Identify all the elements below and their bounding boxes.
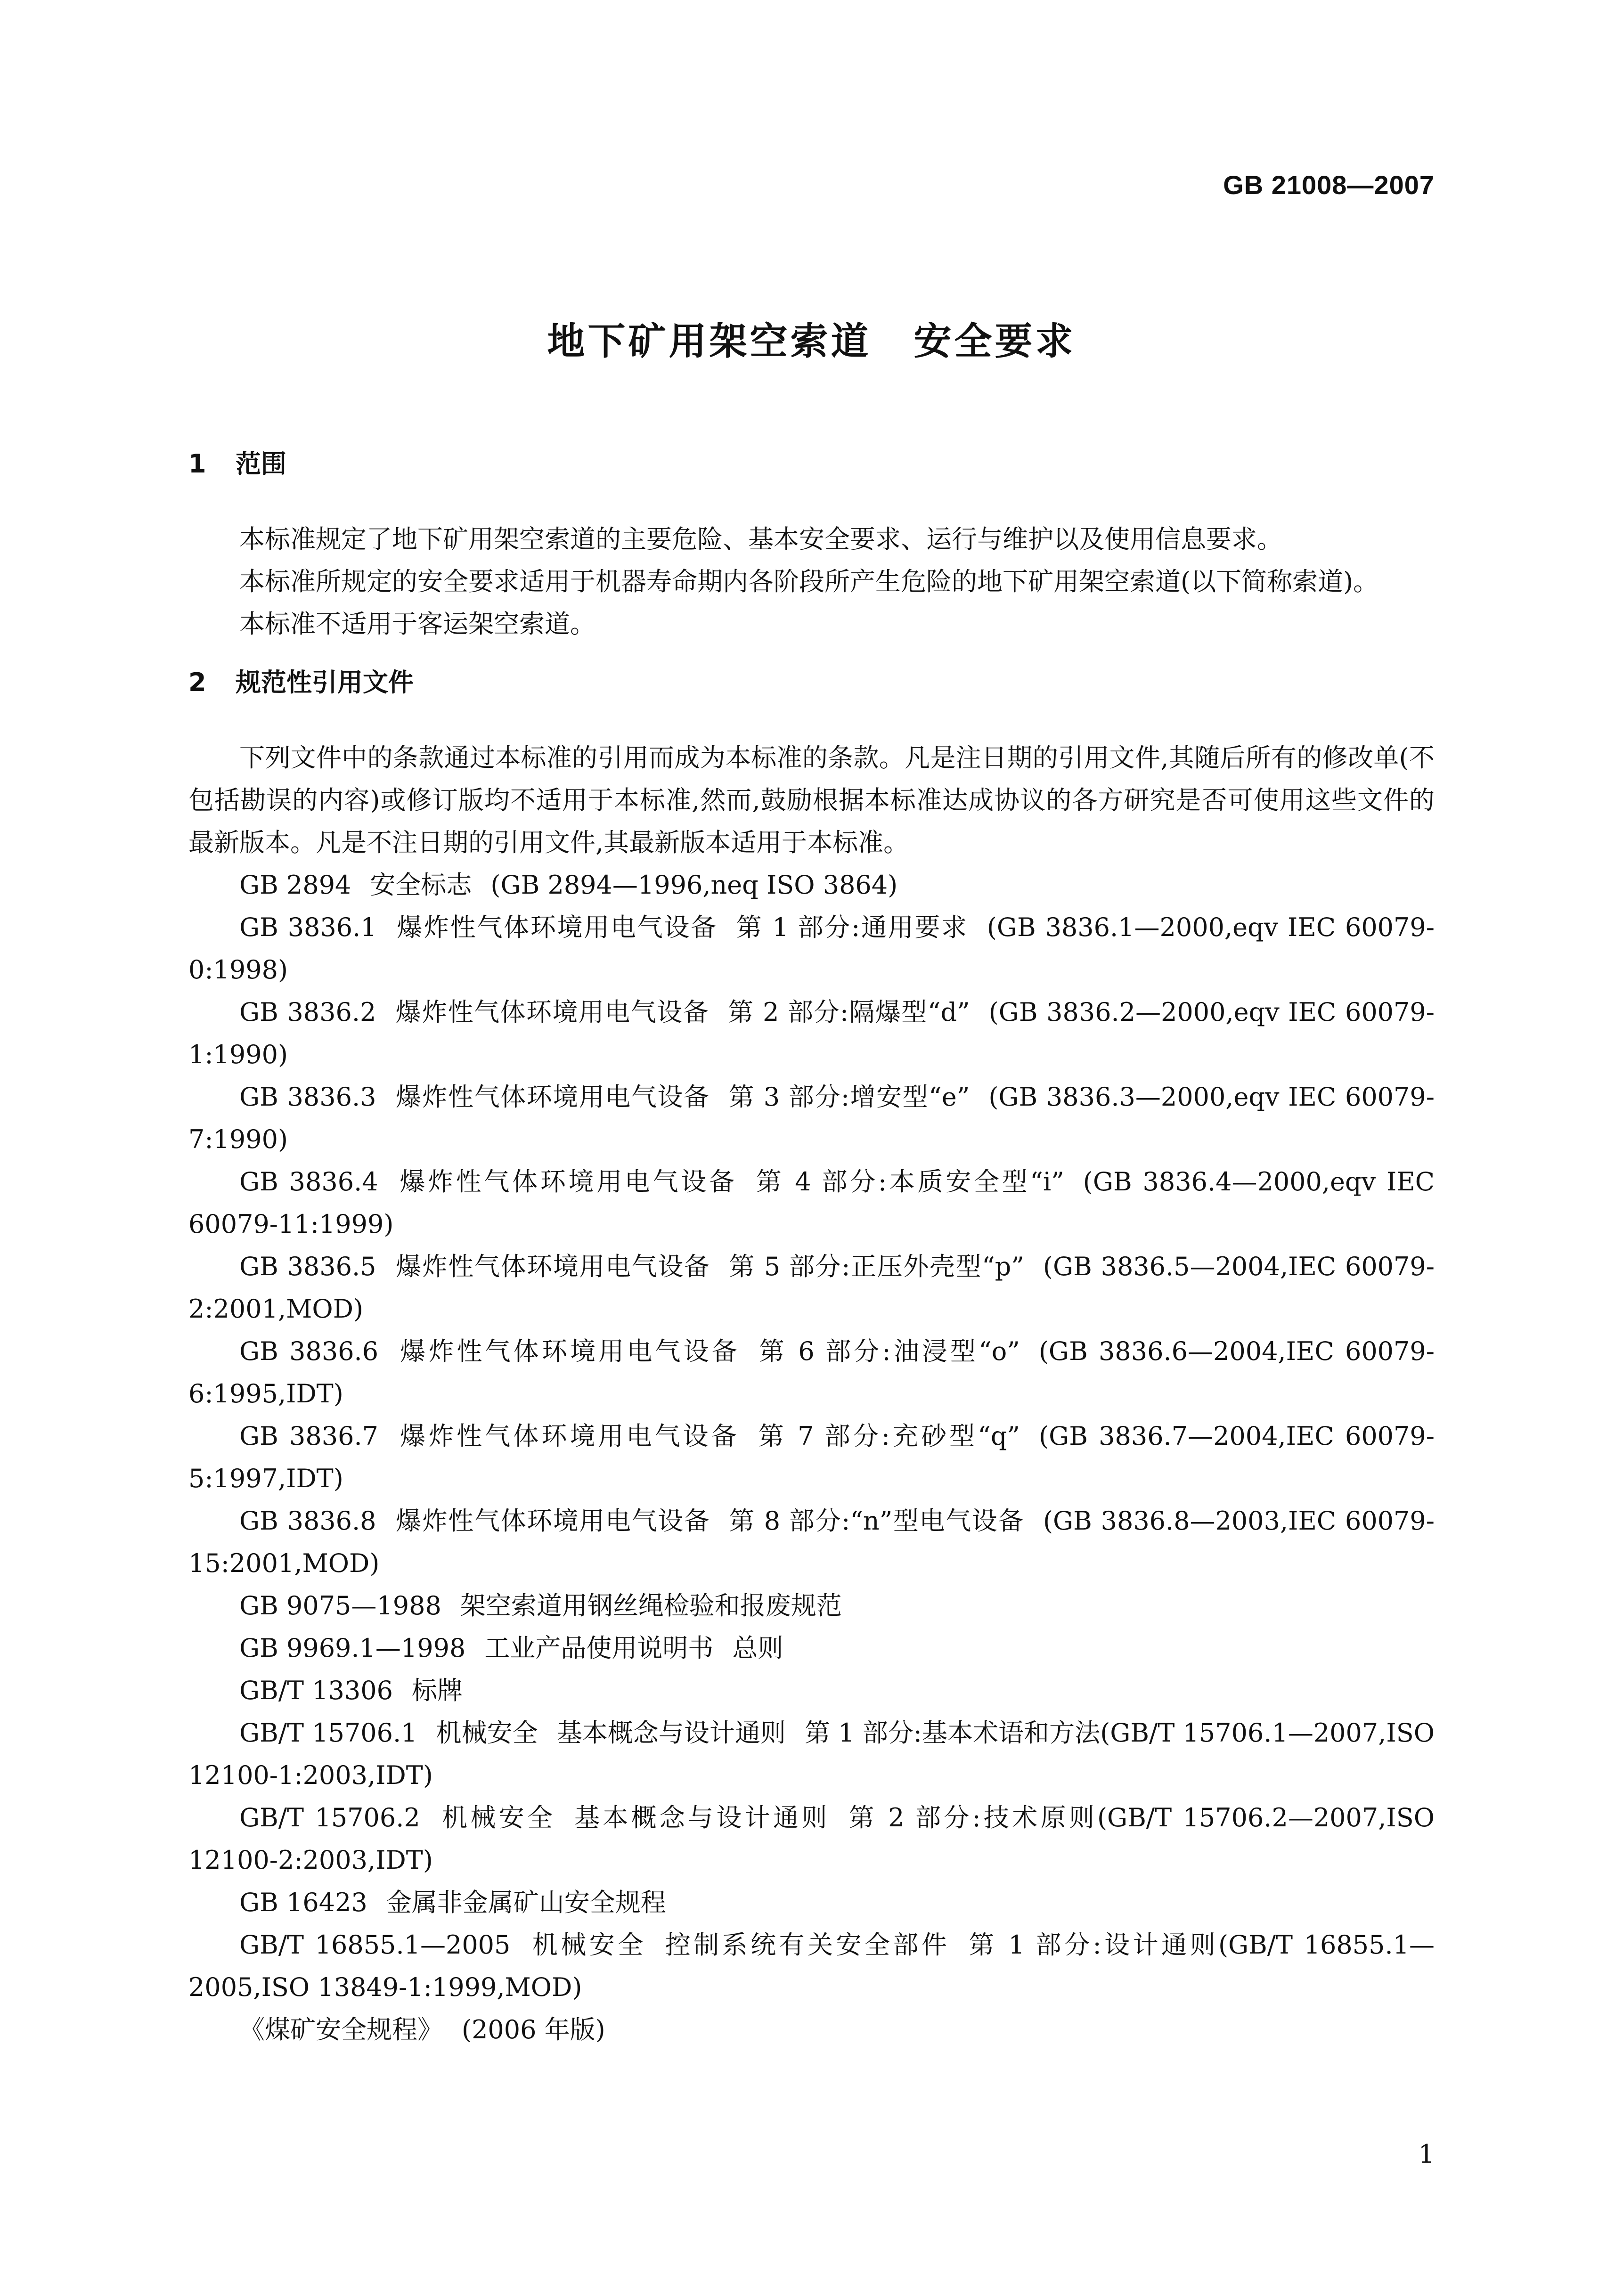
reference-item <box>188 1415 1435 1500</box>
standard-number: GB 21008—2007 <box>1223 170 1435 200</box>
reference-detail: 第 1 部分:设计通则(GB/T 16855.1—2005,ISO 13849-1:1999,MOD) <box>188 1930 1435 2002</box>
reference-title: 工业产品使用说明书 <box>484 1633 714 1663</box>
reference-item <box>188 1246 1435 1330</box>
reference-title: 机械安全 <box>529 1930 646 1960</box>
reference-item <box>188 864 1435 906</box>
document-body <box>188 443 1435 2051</box>
reference-code: GB/T 16855.1—2005 <box>239 1930 511 1960</box>
reference-detail: (GB 3836.2—2000,eqv IEC 60079-1:1990) <box>188 997 1435 1069</box>
reference-code: GB 3836.4 <box>239 1167 378 1197</box>
reference-title: 爆炸性气体环境用电气设备 <box>395 1506 710 1536</box>
reference-title: 爆炸性气体环境用电气设备 <box>397 1421 740 1451</box>
reference-detail: (GB 3836.5—2004,IEC 60079-2:2001,MOD) <box>188 1252 1435 1324</box>
reference-part: 第 4 部分:本质安全型“i” <box>756 1167 1064 1197</box>
reference-item <box>188 1161 1435 1246</box>
reference-detail: 第 2 部分:技术原则(GB/T 15706.2—2007,ISO 12100-2:2003,IDT) <box>188 1803 1435 1875</box>
page-number: 1 <box>1418 2139 1435 2169</box>
reference-code: GB 3836.6 <box>239 1336 379 1366</box>
reference-item <box>188 1330 1435 1415</box>
reference-code: GB/T 15706.2 <box>239 1803 420 1832</box>
reference-detail: (GB 3836.4—2000,eqv IEC 60079-11:1999) <box>188 1167 1435 1239</box>
reference-item <box>188 1669 1435 1712</box>
reference-part: 基本概念与设计通则 <box>556 1718 786 1748</box>
reference-title: 爆炸性气体环境用电气设备 <box>395 1252 710 1281</box>
reference-title: 机械安全 <box>436 1718 538 1748</box>
reference-item <box>188 1924 1435 2009</box>
reference-item <box>188 1076 1435 1161</box>
reference-detail: (GB 3836.8—2003,IEC 60079-15:2001,MOD) <box>188 1506 1435 1578</box>
reference-detail: (GB 3836.3—2000,eqv IEC 60079-7:1990) <box>188 1082 1435 1154</box>
reference-item <box>188 906 1435 991</box>
reference-item <box>188 1500 1435 1585</box>
reference-code: GB/T 15706.1 <box>239 1718 417 1748</box>
reference-item <box>188 2009 1435 2051</box>
reference-part: 第 8 部分:“n”型电气设备 <box>729 1506 1024 1536</box>
reference-part: 控制系统有关安全部件 <box>665 1930 950 1960</box>
section-title: 范围 <box>236 449 286 479</box>
document-title <box>0 311 1623 365</box>
reference-item <box>188 1797 1435 1881</box>
reference-code: GB 3836.3 <box>239 1082 376 1112</box>
reference-code: GB 3836.5 <box>239 1252 376 1281</box>
section-number: 1 <box>188 449 206 479</box>
section-heading-normative-references <box>188 661 1435 704</box>
reference-detail: 第 1 部分:基本术语和方法(GB/T 15706.1—2007,ISO 12100-1:2003,IDT) <box>188 1718 1435 1790</box>
reference-item <box>188 1585 1435 1627</box>
reference-title: 爆炸性气体环境用电气设备 <box>395 912 718 942</box>
reference-code: GB 3836.2 <box>239 997 376 1027</box>
reference-part: 第 1 部分:通用要求 <box>736 912 968 942</box>
reference-part: 第 7 部分:充砂型“q” <box>758 1421 1020 1451</box>
reference-title: 爆炸性气体环境用电气设备 <box>397 1167 737 1197</box>
section-title: 规范性引用文件 <box>236 668 414 697</box>
reference-item <box>188 1712 1435 1797</box>
document-title-main: 地下矿用架空索道 <box>547 319 872 363</box>
reference-part: 第 6 部分:油浸型“o” <box>758 1336 1020 1366</box>
reference-list <box>188 864 1435 2051</box>
reference-code: 《煤矿安全规程》 <box>239 2015 443 2044</box>
reference-detail: (GB 3836.6—2004,IEC 60079-6:1995,IDT) <box>188 1336 1435 1409</box>
reference-detail: (GB 3836.7—2004,IEC 60079-5:1997,IDT) <box>188 1421 1435 1493</box>
scope-paragraph: 本标准规定了地下矿用架空索道的主要危险、基本安全要求、运行与维护以及使用信息要求。 <box>239 524 1282 554</box>
reference-code: GB 3836.7 <box>239 1421 378 1451</box>
reference-code: GB 3836.1 <box>239 912 377 942</box>
reference-item <box>188 1881 1435 1924</box>
reference-title: 安全标志 <box>370 870 472 900</box>
scope-paragraph: 本标准所规定的安全要求适用于机器寿命期内各阶段所产生危险的地下矿用架空索道(以下简称索道)。 <box>239 567 1379 596</box>
reference-code: GB 9969.1—1998 <box>239 1633 466 1663</box>
references-intro: 下列文件中的条款通过本标准的引用而成为本标准的条款。凡是注日期的引用文件,其随后所有的修改单(不包括勘误的内容)或修订版均不适用于本标准,然而,鼓励根据本标准达成协议的各方研究是否可使用这些文件的最新版本。凡是不注日期的引用文件,其最新版本适用于本标准。 <box>188 743 1435 857</box>
reference-title: 金属非金属矿山安全规程 <box>386 1888 666 1917</box>
reference-code: GB 9075—1988 <box>239 1591 441 1620</box>
reference-title: 机械安全 <box>439 1803 556 1832</box>
reference-part: 基本概念与设计通则 <box>574 1803 830 1832</box>
reference-item <box>188 991 1435 1076</box>
reference-detail: (GB 2894—1996,neq ISO 3864) <box>490 870 898 900</box>
reference-title: (2006 年版) <box>462 2015 605 2044</box>
document-title-sub: 安全要求 <box>913 319 1076 363</box>
reference-title: 爆炸性气体环境用电气设备 <box>397 1336 740 1366</box>
section-heading-scope <box>188 443 1435 485</box>
reference-code: GB 3836.8 <box>239 1506 376 1536</box>
reference-code: GB 16423 <box>239 1888 367 1917</box>
reference-title: 架空索道用钢丝绳检验和报废规范 <box>460 1591 842 1620</box>
reference-code: GB/T 13306 <box>239 1676 393 1705</box>
reference-part: 总则 <box>732 1633 783 1663</box>
reference-title: 标牌 <box>411 1676 463 1705</box>
reference-code: GB 2894 <box>239 870 351 900</box>
reference-item <box>188 1627 1435 1669</box>
reference-part: 第 3 部分:增安型“e” <box>728 1082 970 1112</box>
section-number: 2 <box>188 668 206 697</box>
reference-title: 爆炸性气体环境用电气设备 <box>395 997 710 1027</box>
reference-detail: (GB 3836.1—2000,eqv IEC 60079-0:1998) <box>188 912 1435 985</box>
reference-part: 第 5 部分:正压外壳型“p” <box>729 1252 1024 1281</box>
reference-title: 爆炸性气体环境用电气设备 <box>395 1082 710 1112</box>
scope-paragraph: 本标准不适用于客运架空索道。 <box>239 609 595 639</box>
reference-part: 第 2 部分:隔爆型“d” <box>728 997 970 1027</box>
